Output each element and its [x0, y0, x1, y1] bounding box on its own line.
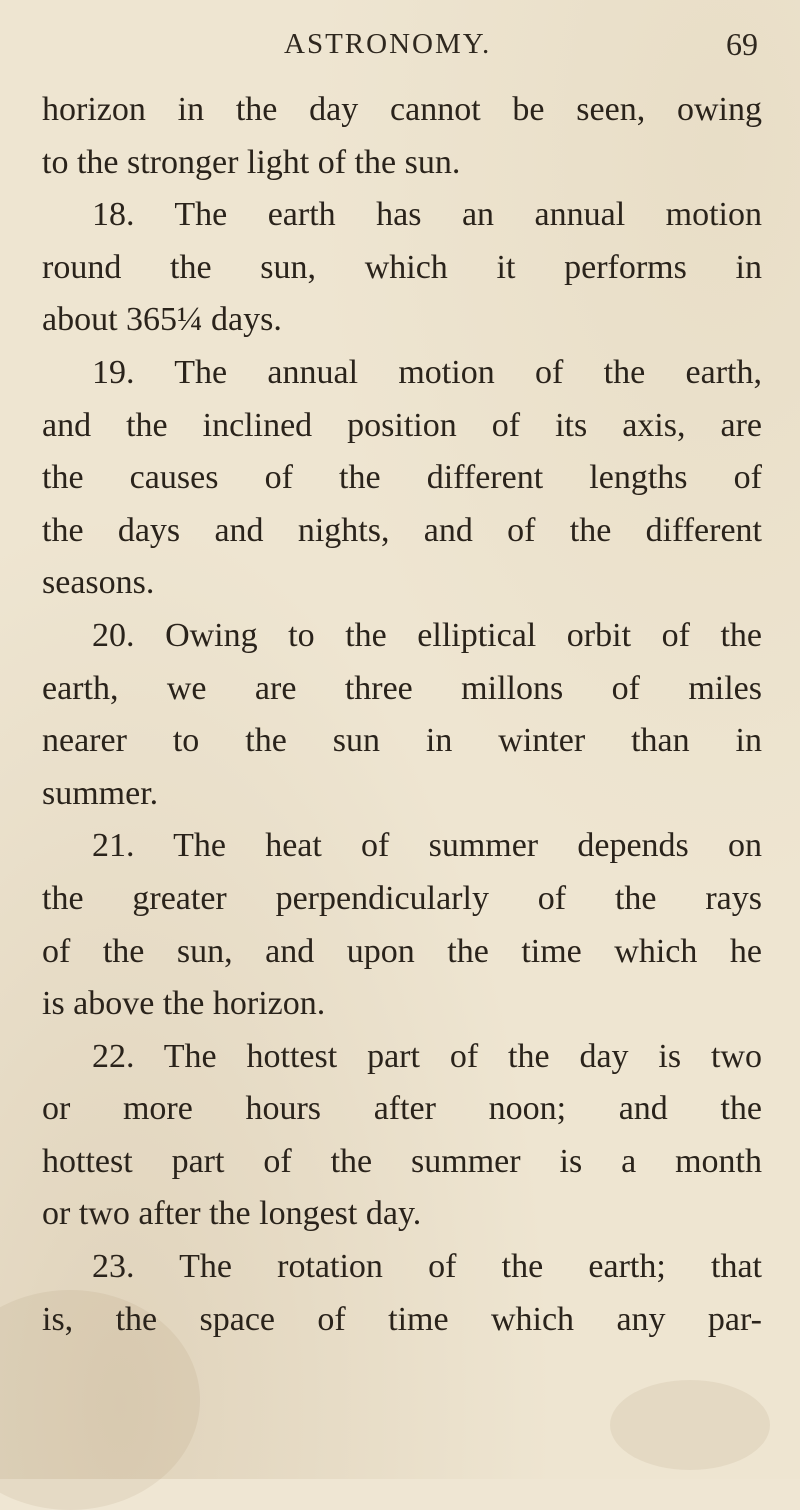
- text-line: 19. The annual motion of the earth,: [92, 353, 762, 391]
- body-text: [42, 84, 762, 1346]
- text-line: earth, we are three millons of miles: [42, 669, 762, 707]
- text-line: seasons.: [42, 564, 155, 602]
- text-line: is, the space of time which any par-: [42, 1300, 762, 1338]
- text-line: or two after the longest day.: [42, 1195, 422, 1233]
- text-line: is above the horizon.: [42, 985, 326, 1023]
- text-line: 20. Owing to the elliptical orbit of the: [92, 616, 762, 654]
- text-line: nearer to the sun in winter than in: [42, 722, 762, 760]
- text-line: summer.: [42, 774, 159, 812]
- text-line: of the sun, and upon the time which he: [42, 932, 762, 970]
- text-line: horizon in the day cannot be seen, owing: [42, 91, 762, 128]
- text-line: about 365¼ days.: [42, 301, 282, 339]
- text-line: 18. The earth has an annual motion: [92, 196, 762, 234]
- text-line: the greater perpendicularly of the rays: [42, 879, 762, 917]
- running-head: [0, 28, 800, 68]
- text-line: 23. The rotation of the earth; that: [92, 1248, 762, 1286]
- text-line: to the stronger light of the sun.: [42, 143, 461, 181]
- text-line: hottest part of the summer is a month: [42, 1142, 762, 1180]
- text-line: 22. The hottest part of the day is two: [92, 1037, 762, 1075]
- text-line: round the sun, which it performs in: [42, 248, 762, 286]
- text-line: the causes of the different lengths of: [42, 459, 762, 497]
- text-line: 21. The heat of summer depends on: [92, 827, 762, 865]
- paper-stain: [610, 1380, 770, 1470]
- text-line: the days and nights, and of the different: [42, 511, 762, 549]
- page-number: 69: [726, 26, 758, 62]
- running-head-title: ASTRONOMY.: [284, 28, 492, 60]
- text-line: and the inclined position of its axis, are: [42, 406, 762, 444]
- text-line: or more hours after noon; and the: [42, 1090, 762, 1128]
